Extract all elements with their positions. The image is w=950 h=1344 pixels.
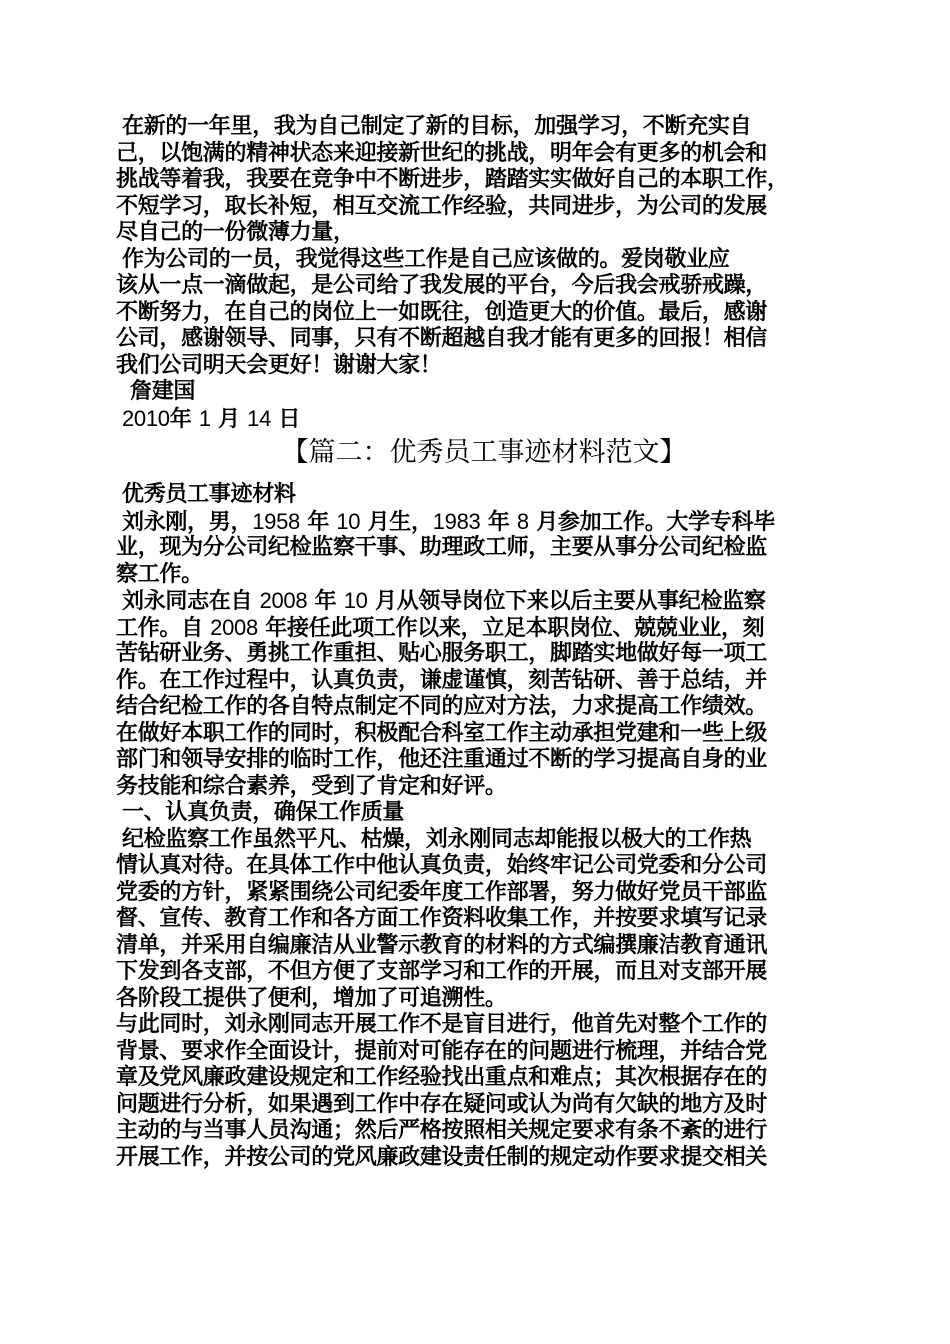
body-line: 下发到各支部，不但方便了支部学习和工作的开展，而且对支部开展: [116, 959, 768, 984]
body-line: 苦钻研业务、勇挑工作重担、贴心服务职工，脚踏实地做好每一项工: [116, 641, 768, 666]
body-line: 督、宣传、教育工作和各方面工作资料收集工作，并按要求填写记录: [116, 906, 768, 931]
body-line: 在新的一年里，我为自己制定了新的目标，加强学习，不断充实自: [122, 114, 752, 139]
body-line: 不断努力，在自己的岗位上一如既往，创造更大的价值。最后，感谢: [116, 299, 768, 325]
body-line: 己，以饱满的精神状态来迎接新世纪的挑战，明年会有更多的机会和: [116, 140, 768, 166]
body-line: 该从一点一滴做起，是公司给了我发展的平台，今后我会戒骄戒躁，: [116, 273, 768, 298]
body-line: 作为公司的一员，我觉得这些工作是自己应该做的。爱岗敬业应: [122, 246, 730, 272]
body-line: 察工作。: [116, 561, 203, 587]
body-line: 背景、要求作全面设计，提前对可能存在的问题进行梳理，并结合党: [116, 1038, 768, 1064]
body-line: 工作。自 2008 年接任此项工作以来，立足本职岗位、兢兢业业，刻: [116, 614, 765, 641]
body-line: 挑战等着我，我要在竞争中不断进步，踏踏实实做好自己的本职工作，: [116, 167, 789, 192]
document-subtitle: 优秀员工事迹材料: [122, 482, 296, 507]
section-heading: 【篇二：优秀员工事迹材料范文】: [281, 437, 687, 468]
body-line: 业，现为分公司纪检监察干事、助理政工师，主要从事分公司纪检监: [116, 535, 768, 560]
document-page: [116, 114, 838, 1171]
body-line: 情认真对待。在具体工作中他认真负责，始终牢记公司党委和分公司: [116, 853, 768, 878]
body-line: 与此同时，刘永刚同志开展工作不是盲目进行，他首先对整个工作的: [116, 1012, 768, 1037]
body-line: 公司，感谢领导、同事，只有不断超越自我才能有更多的回报！相信: [116, 326, 768, 351]
body-line: 在做好本职工作的同时，积极配合科室工作主动承担党建和一些上级: [116, 720, 768, 746]
body-line: 务技能和综合素养，受到了肯定和好评。: [116, 773, 507, 799]
body-line: 结合纪检工作的各自特点制定不同的应对方法，力求提高工作绩效。: [116, 694, 768, 719]
body-line: 主动的与当事人员沟通；然后严格按照相关规定要求有条不紊的进行: [116, 1118, 768, 1143]
body-line: 党委的方针，紧紧围绕公司纪委年度工作部署，努力做好党员干部监: [116, 879, 768, 905]
body-line: 清单，并采用自编廉洁从业警示教育的材料的方式编撰廉洁教育通讯: [116, 932, 768, 958]
body-line: 问题进行分析，如果遇到工作中存在疑问或认为尚有欠缺的地方及时: [116, 1091, 768, 1117]
body-line: 刘永刚，男，1958 年 10 月生，1983 年 8 月参加工作。大学专科毕: [122, 508, 775, 535]
signature-date: 2010年 1 月 14 日: [122, 405, 301, 432]
body-line: 不短学习，取长补短，相互交流工作经验，共同进步，为公司的发展: [116, 193, 768, 219]
body-line: 我们公司明天会更好！谢谢大家！: [116, 352, 442, 378]
body-line: 纪检监察工作虽然平凡、枯燥，刘永刚同志却能报以极大的工作热: [122, 826, 752, 852]
body-line: 开展工作，并按公司的党风廉政建设责任制的规定动作要求提交相关: [116, 1144, 768, 1170]
body-line: 各阶段工提供了便利，增加了可追溯性。: [116, 985, 507, 1011]
body-line: 章及党风廉政建设规定和工作经验找出重点和难点；其次根据存在的: [116, 1065, 768, 1090]
body-line: 尽自己的一份微薄力量，: [116, 220, 355, 245]
body-line: 作。在工作过程中，认真负责，谦虚谨慎，刻苦钻研、善于总结，并: [116, 667, 768, 693]
signature: 詹建国: [130, 379, 196, 404]
section-title: 一、认真负责，确保工作质量: [122, 800, 405, 825]
body-line: 刘永同志在自 2008 年 10 月从领导岗位下来以后主要从事纪检监察: [122, 588, 766, 614]
body-line: 部门和领导安排的临时工作，他还注重通过不断的学习提高自身的业: [116, 747, 768, 772]
